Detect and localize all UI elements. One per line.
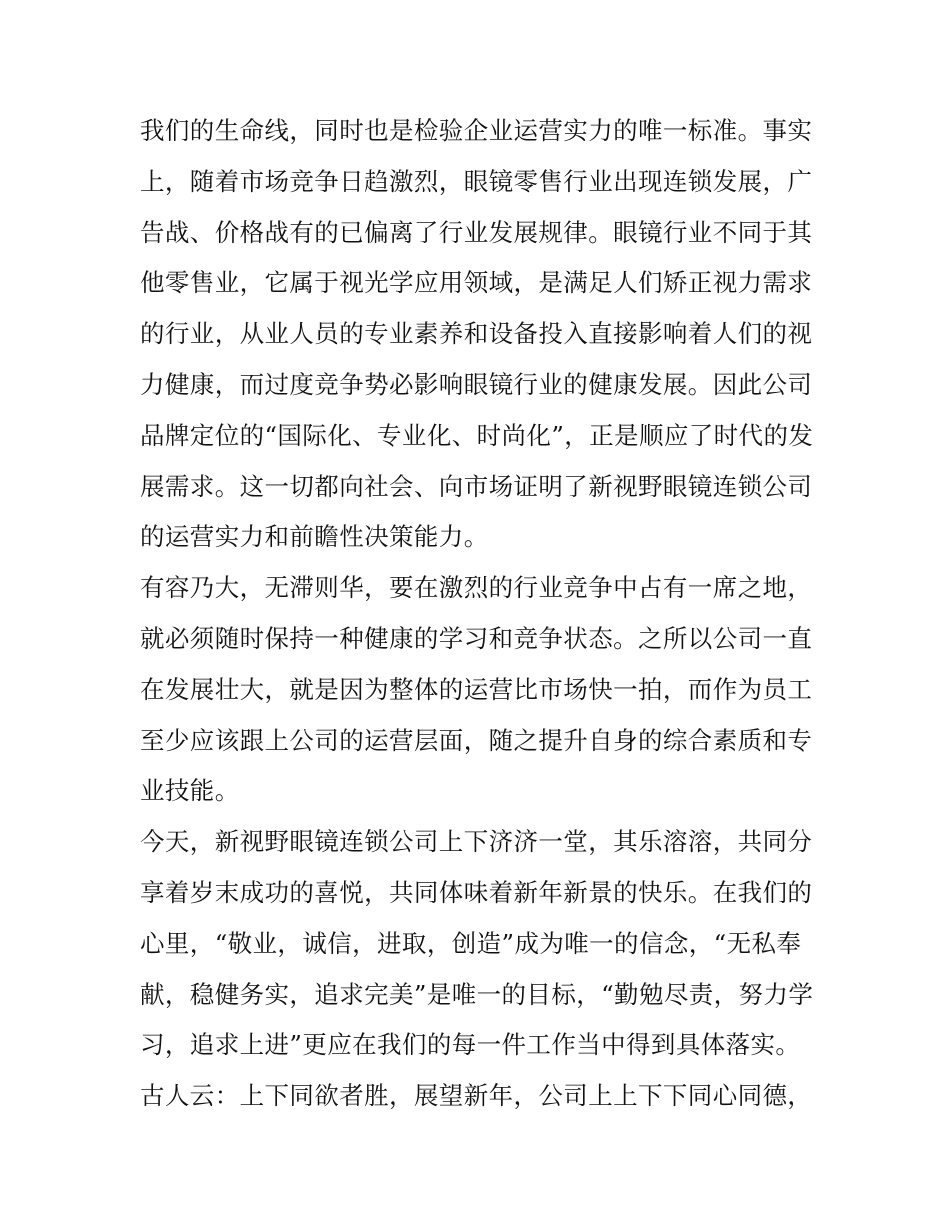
text-line: 力健康，而过度竞争势必影响眼镜行业的健康发展。因此公司 <box>140 369 813 399</box>
text-line: 至少应该跟上公司的运营层面，随之提升自身的综合素质和专 <box>140 725 813 755</box>
text-line: 古人云：上下同欲者胜，展望新年，公司上上下下同心同德， <box>140 1081 813 1111</box>
text-line: 告战、价格战有的已偏离了行业发展规律。眼镜行业不同于其 <box>140 217 813 247</box>
text-line: 我们的生命线，同时也是检验企业运营实力的唯一标准。事实 <box>140 116 813 145</box>
text-line: 品牌定位的“国际化、专业化、时尚化”，正是顺应了时代的发 <box>140 420 814 450</box>
text-line: 上，随着市场竞争日趋激烈，眼镜零售行业出现连锁发展，广 <box>140 166 813 196</box>
text-line: 业技能。 <box>140 776 240 806</box>
text-line: 习，追求上进”更应在我们的每一件工作当中得到具体落实。 <box>140 1030 801 1060</box>
text-line: 的运营实力和前瞻性决策能力。 <box>140 522 489 552</box>
text-line: 献，稳健务实，追求完美”是唯一的目标，“勤勉尽责，努力学 <box>140 979 814 1009</box>
text-line: 享着岁末成功的喜悦，共同体味着新年新景的快乐。在我们的 <box>140 877 813 907</box>
text-line: 心里，“敬业，诚信，进取，创造”成为唯一的信念，“无私奉 <box>140 928 802 958</box>
text-line: 展需求。这一切都向社会、向市场证明了新视野眼镜连锁公司 <box>140 471 813 501</box>
text-line: 今天，新视野眼镜连锁公司上下济济一堂，其乐溶溶，共同分 <box>140 827 813 857</box>
text-line: 的行业，从业人员的专业素养和设备投入直接影响着人们的视 <box>140 319 813 349</box>
body-text <box>140 106 820 1122</box>
text-line: 他零售业，它属于视光学应用领域，是满足人们矫正视力需求 <box>140 268 813 298</box>
text-line: 有容乃大，无滞则华，要在激烈的行业竞争中占有一席之地， <box>140 573 813 603</box>
text-line: 就必须随时保持一种健康的学习和竞争状态。之所以公司一直 <box>140 623 813 653</box>
text-line: 在发展壮大，就是因为整体的运营比市场快一拍，而作为员工 <box>140 674 813 704</box>
